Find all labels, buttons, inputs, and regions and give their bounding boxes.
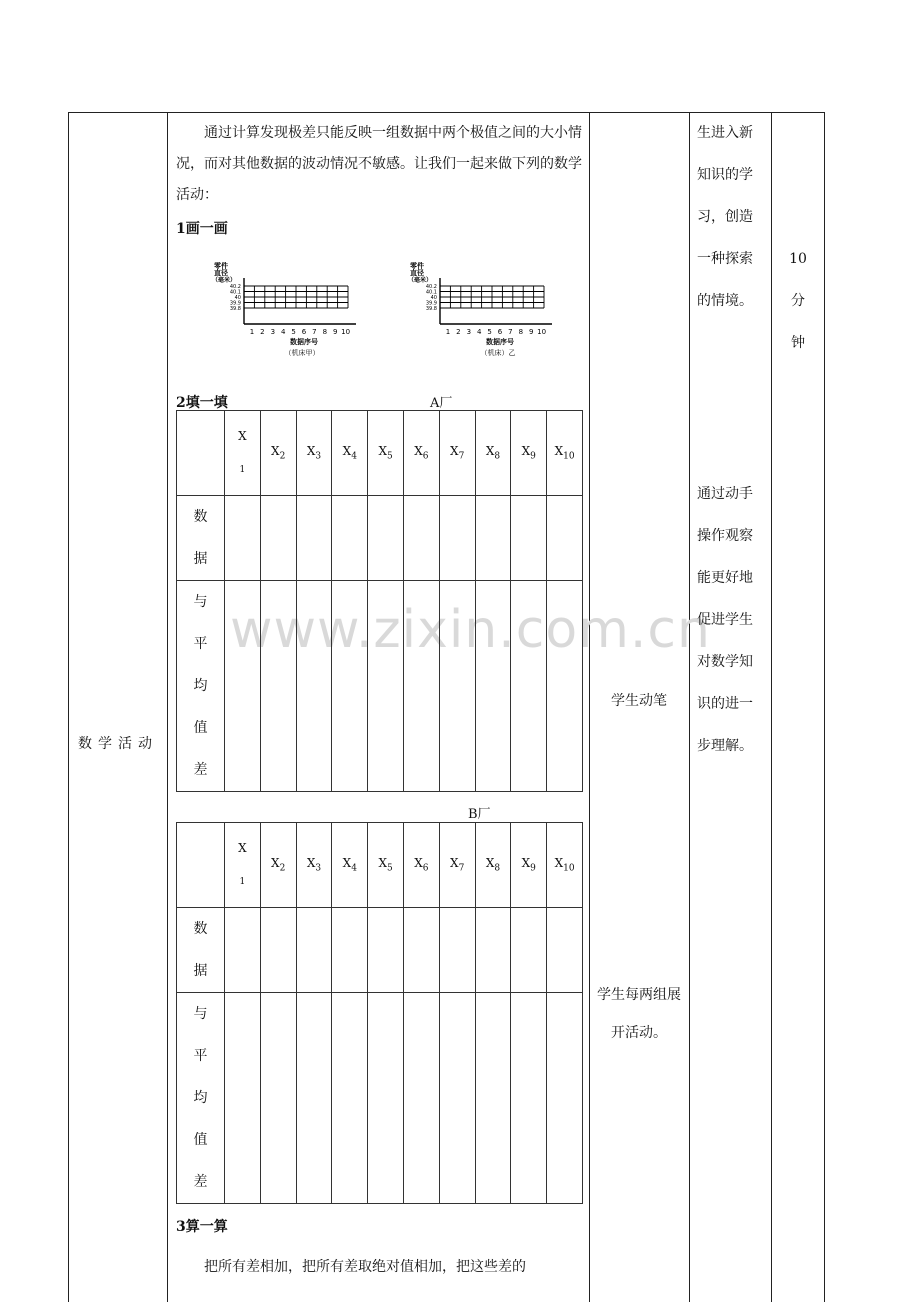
table-border-6 xyxy=(824,112,825,1302)
intro-paragraph: 通过计算发现极差只能反映一组数据中两个极值之间的大小情况，而对其他数据的波动情况不敏感。让我们一起来做下列的数学活动： xyxy=(176,125,582,203)
chart-machine-a xyxy=(200,258,370,358)
step2-heading: 2填一填 xyxy=(176,395,228,411)
table-a xyxy=(176,410,583,792)
chart-x-tick: 7 xyxy=(312,328,317,336)
factory-b-label: B厂 xyxy=(468,807,491,822)
chart-y-tick: 40 xyxy=(234,295,241,301)
chart-x-tick: 4 xyxy=(280,328,286,336)
row-label-diff: 与平均值差 xyxy=(177,993,225,1204)
chart-y-title: 零件 xyxy=(410,262,424,270)
chart-y-tick: 40.2 xyxy=(425,284,437,290)
chart-y-title: 直径 xyxy=(410,269,424,277)
chart-x-title: 数据序号 xyxy=(290,338,318,346)
chart-x-tick: 3 xyxy=(466,328,472,336)
header-x4: $X_4$ xyxy=(332,411,368,496)
intent-note-a: 生进入新知识的学习，创造一种探索的情境。 xyxy=(697,125,753,309)
header-x1: X 1 xyxy=(225,823,261,908)
step3-heading: 3算一算 xyxy=(176,1219,228,1235)
chart-x-title: 数据序号 xyxy=(486,338,514,346)
row-label-data: 数据 xyxy=(177,496,225,581)
chart-y-tick: 40.2 xyxy=(229,284,241,290)
chart-y-tick: 39.9 xyxy=(425,300,437,307)
header-x8: $X_8$ xyxy=(475,411,511,496)
chart-x-tick: 9 xyxy=(332,328,338,336)
header-x6: $X_6$ xyxy=(403,823,439,908)
section-label: 数学活动 xyxy=(78,736,158,752)
chart-x-tick: 1 xyxy=(249,328,255,336)
chart-x-tick: 1 xyxy=(445,328,451,336)
chart-caption: （机床甲） xyxy=(284,349,320,357)
chart-x-tick: 10 xyxy=(537,328,547,336)
chart-x-tick: 7 xyxy=(508,328,513,336)
time-unit-2: 钟 xyxy=(791,335,805,351)
chart-x-tick: 5 xyxy=(487,328,492,336)
chart-x-tick: 4 xyxy=(476,328,482,336)
header-x10: $X_{10}$ xyxy=(547,823,583,908)
header-x7: $X_7$ xyxy=(439,823,475,908)
table-a-header-row xyxy=(177,411,583,496)
table-border-5 xyxy=(771,112,772,1302)
table-border-1 xyxy=(68,112,69,1302)
chart-x-tick: 3 xyxy=(270,328,276,336)
header-x2: $X_2$ xyxy=(260,823,296,908)
chart-x-tick: 2 xyxy=(456,328,461,336)
student-pairs-note: 学生每两组展开活动。 xyxy=(597,987,681,1041)
chart-x-tick: 8 xyxy=(518,328,524,336)
table-border-2 xyxy=(167,112,168,1302)
header-x6: $X_6$ xyxy=(403,411,439,496)
row-label-diff: 与平均值差 xyxy=(177,581,225,792)
time-number: 10 xyxy=(789,251,807,267)
step1-heading: 1画一画 xyxy=(176,221,228,237)
chart-machine-b xyxy=(396,258,566,358)
chart-caption: （机床）乙 xyxy=(480,349,516,357)
chart-x-tick: 10 xyxy=(341,328,351,336)
student-pen-note: 学生动笔 xyxy=(611,693,667,709)
chart-x-tick: 2 xyxy=(260,328,265,336)
header-x3: $X_3$ xyxy=(296,411,332,496)
header-x8: $X_8$ xyxy=(475,823,511,908)
header-x9: $X_9$ xyxy=(511,823,547,908)
header-x7: $X_7$ xyxy=(439,411,475,496)
table-border-4 xyxy=(689,112,690,1302)
chart-y-title: 零件 xyxy=(214,262,228,270)
header-x2: $X_2$ xyxy=(260,411,296,496)
table-b-header-row xyxy=(177,823,583,908)
chart-y-title: （毫米） xyxy=(408,277,433,284)
chart-x-tick: 6 xyxy=(497,328,503,336)
header-x1: X 1 xyxy=(225,411,261,496)
header-x3: $X_3$ xyxy=(296,823,332,908)
chart-x-tick: 6 xyxy=(301,328,307,336)
chart-y-tick: 40 xyxy=(430,295,437,301)
table-b-data-row xyxy=(177,908,583,993)
header-x5: $X_5$ xyxy=(368,823,404,908)
chart-y-tick: 40.1 xyxy=(229,289,241,296)
intent-note-b: 通过动手操作观察能更好地促进学生对数学知识的进一步理解。 xyxy=(697,486,753,754)
factory-a-label: A厂 xyxy=(430,396,453,411)
chart-x-tick: 8 xyxy=(322,328,328,336)
chart-y-tick: 39.8 xyxy=(425,306,437,312)
header-x5: $X_5$ xyxy=(368,411,404,496)
chart-y-tick: 39.8 xyxy=(229,306,241,312)
chart-y-title: 直径 xyxy=(214,269,228,277)
watermark: www.zixin.com.cn xyxy=(230,600,711,660)
table-a-diff-row xyxy=(177,581,583,792)
header-x10: $X_{10}$ xyxy=(547,411,583,496)
chart-x-tick: 9 xyxy=(528,328,534,336)
chart-y-title: （毫米） xyxy=(212,277,237,284)
time-unit-1: 分 xyxy=(791,293,805,309)
step3-text: 把所有差相加，把所有差取绝对值相加，把这些差的 xyxy=(204,1259,526,1275)
chart-y-tick: 39.9 xyxy=(229,300,241,307)
header-x9: $X_9$ xyxy=(511,411,547,496)
chart-y-tick: 40.1 xyxy=(425,289,437,296)
row-label-data: 数据 xyxy=(177,908,225,993)
header-x4: $X_4$ xyxy=(332,823,368,908)
table-a-data-row xyxy=(177,496,583,581)
table-b xyxy=(176,822,583,1204)
table-b-diff-row xyxy=(177,993,583,1204)
chart-x-tick: 5 xyxy=(291,328,296,336)
